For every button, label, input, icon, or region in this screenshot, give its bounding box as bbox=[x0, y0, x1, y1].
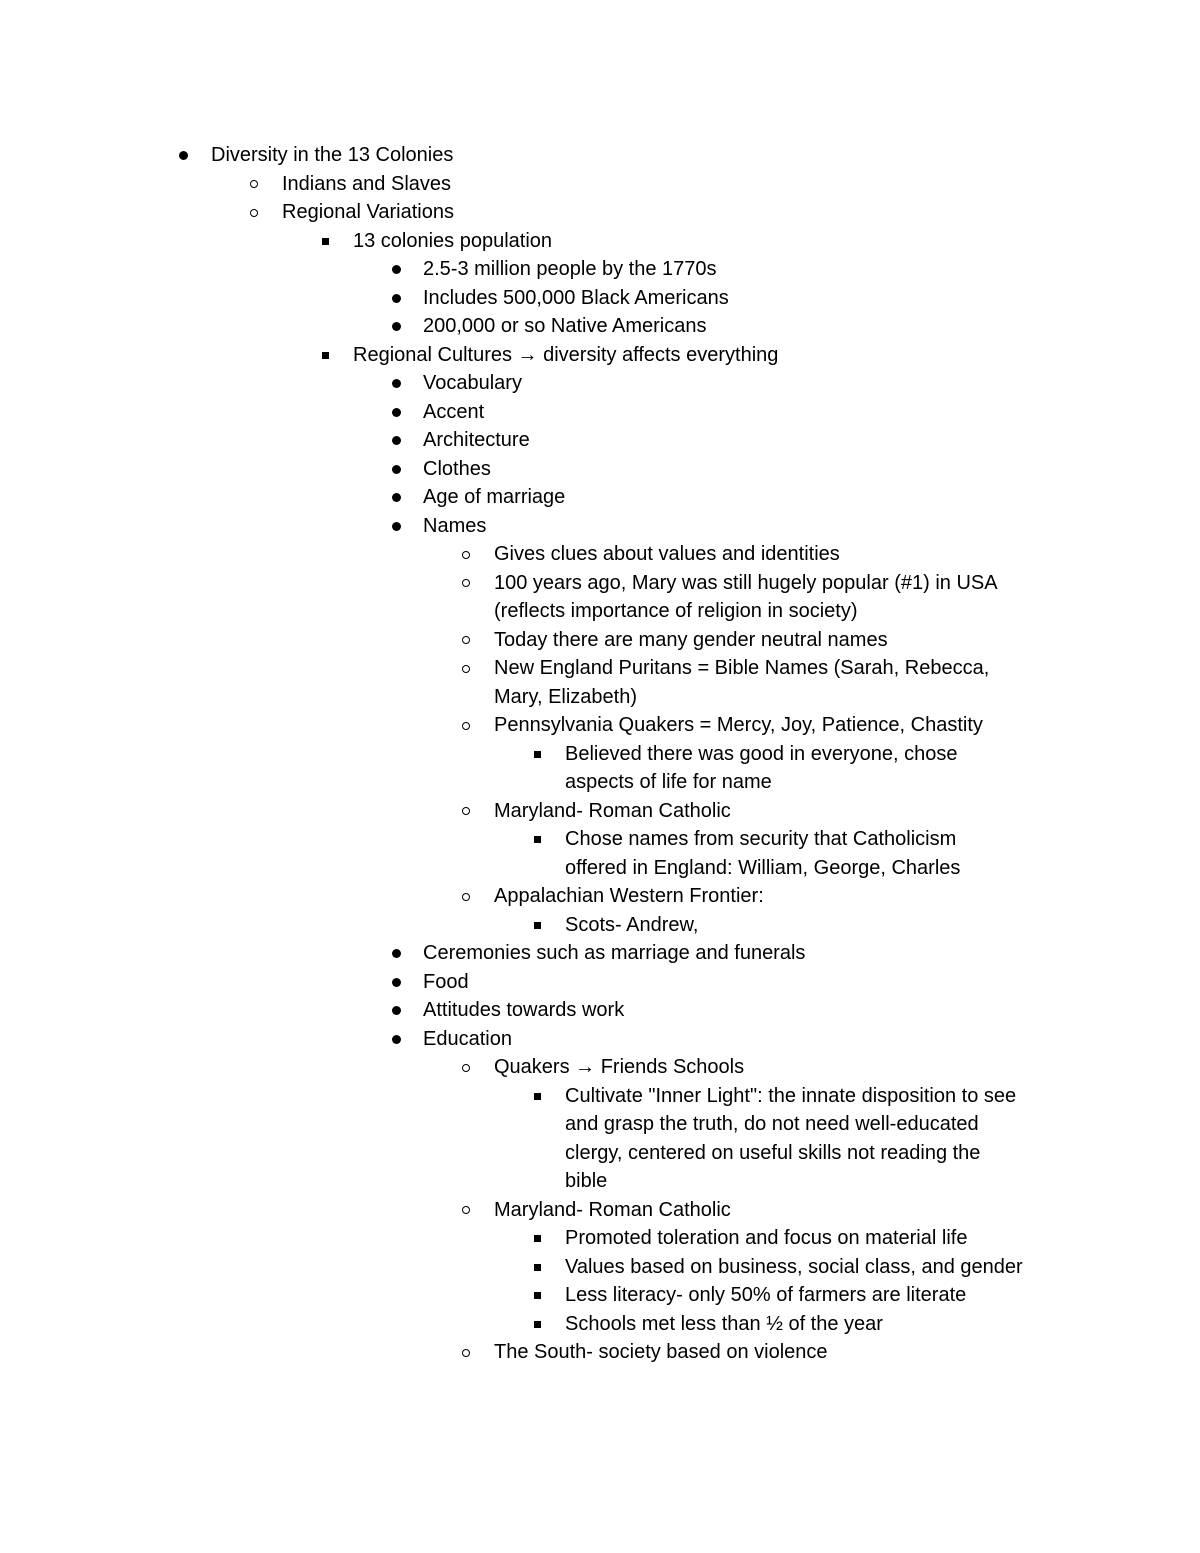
outline-text: The South- society based on violence bbox=[494, 1341, 828, 1363]
disc-bullet-icon bbox=[386, 1025, 406, 1054]
outline-line bbox=[0, 854, 1200, 883]
outline-text: 13 colonies population bbox=[353, 229, 553, 252]
outline-line bbox=[0, 512, 1200, 541]
circle-glyph-icon bbox=[462, 1206, 470, 1214]
outline-line bbox=[0, 626, 1200, 655]
outline-line bbox=[0, 768, 1200, 797]
disc-bullet-icon bbox=[386, 996, 406, 1025]
outline-text: Believed there was good in everyone, chose bbox=[565, 742, 958, 765]
outline-line bbox=[0, 1082, 1200, 1111]
disc-glyph-icon bbox=[392, 408, 401, 417]
outline-text: Appalachian Western Frontier: bbox=[494, 885, 764, 907]
disc-bullet-icon bbox=[386, 369, 406, 398]
outline-line bbox=[0, 255, 1200, 284]
outline-line bbox=[0, 1281, 1200, 1310]
outline-text: Chose names from security that Catholicism bbox=[565, 828, 957, 850]
outline-line bbox=[0, 1338, 1200, 1367]
outline-text: Regional Cultures → diversity affects everything bbox=[353, 343, 779, 366]
outline-text: 100 years ago, Mary was still hugely popular (#1) in USA bbox=[494, 571, 998, 594]
outline-text: Pennsylvania Quakers = Mercy, Joy, Patience, Chastity bbox=[494, 714, 983, 736]
circle-bullet-icon bbox=[456, 1053, 476, 1082]
disc-bullet-icon bbox=[386, 312, 406, 341]
disc-glyph-icon bbox=[392, 1035, 401, 1044]
outline-text: Diversity in the 13 Colonies bbox=[211, 144, 454, 166]
disc-bullet-icon bbox=[173, 141, 193, 170]
outline-line bbox=[0, 882, 1200, 911]
outline-line bbox=[0, 426, 1200, 455]
circle-glyph-icon bbox=[462, 551, 470, 559]
outline-line bbox=[0, 654, 1200, 683]
outline-text: Promoted toleration and focus on material life bbox=[565, 1227, 968, 1249]
square-bullet-icon bbox=[527, 1310, 547, 1339]
outline-text: Maryland- Roman Catholic bbox=[494, 1198, 731, 1221]
circle-bullet-icon bbox=[456, 569, 476, 598]
circle-bullet-icon bbox=[456, 797, 476, 826]
outline-text: 2.5-3 million people by the 1770s bbox=[423, 258, 717, 280]
outline-text: offered in England: William, George, Charles bbox=[565, 856, 961, 879]
outline-line bbox=[0, 1224, 1200, 1253]
square-glyph-icon bbox=[534, 1093, 541, 1100]
square-bullet-icon bbox=[527, 825, 547, 854]
outline-text: Attitudes towards work bbox=[423, 999, 625, 1021]
square-glyph-icon bbox=[534, 1321, 541, 1328]
outline-line bbox=[0, 597, 1200, 626]
outline-line bbox=[0, 1053, 1200, 1082]
outline-text: Regional Variations bbox=[282, 201, 454, 223]
disc-glyph-icon bbox=[392, 978, 401, 987]
outline-text: Vocabulary bbox=[423, 372, 522, 394]
outline-text: Ceremonies such as marriage and funerals bbox=[423, 942, 806, 964]
circle-bullet-icon bbox=[456, 626, 476, 655]
outline-text: Architecture bbox=[423, 429, 530, 451]
outline-text: Clothes bbox=[423, 457, 491, 480]
disc-glyph-icon bbox=[392, 436, 401, 445]
outline-line bbox=[0, 369, 1200, 398]
outline-text: Cultivate "Inner Light": the innate disposition to see bbox=[565, 1084, 1017, 1107]
outline-line bbox=[0, 711, 1200, 740]
outline-line bbox=[0, 1196, 1200, 1225]
outline-line bbox=[0, 1253, 1200, 1282]
circle-glyph-icon bbox=[462, 893, 470, 901]
disc-glyph-icon bbox=[392, 265, 401, 274]
outline-text: Maryland- Roman Catholic bbox=[494, 799, 731, 822]
disc-glyph-icon bbox=[392, 294, 401, 303]
disc-glyph-icon bbox=[392, 1006, 401, 1015]
outline-text: Today there are many gender neutral names bbox=[494, 628, 888, 651]
square-bullet-icon bbox=[527, 1253, 547, 1282]
outline-line bbox=[0, 683, 1200, 712]
outline-line bbox=[0, 911, 1200, 940]
outline-line bbox=[0, 341, 1200, 370]
outline-line bbox=[0, 1025, 1200, 1054]
disc-bullet-icon bbox=[386, 426, 406, 455]
outline-line bbox=[0, 1110, 1200, 1139]
circle-glyph-icon bbox=[462, 1064, 470, 1072]
square-bullet-icon bbox=[315, 341, 335, 370]
outline-line bbox=[0, 1310, 1200, 1339]
outline-line bbox=[0, 1167, 1200, 1196]
circle-bullet-icon bbox=[456, 654, 476, 683]
disc-bullet-icon bbox=[386, 968, 406, 997]
outline-text: Names bbox=[423, 514, 487, 537]
outline-text: aspects of life for name bbox=[565, 771, 772, 793]
outline-text: Less literacy- only 50% of farmers are literate bbox=[565, 1284, 967, 1306]
outline-text: Food bbox=[423, 970, 469, 993]
outline-line bbox=[0, 1139, 1200, 1168]
circle-bullet-icon bbox=[244, 170, 264, 199]
circle-bullet-icon bbox=[456, 540, 476, 569]
outline-text: New England Puritans = Bible Names (Sarah, Rebecca, bbox=[494, 657, 990, 679]
circle-glyph-icon bbox=[462, 1349, 470, 1357]
outline-line bbox=[0, 569, 1200, 598]
outline-line bbox=[0, 398, 1200, 427]
outline-line bbox=[0, 740, 1200, 769]
disc-bullet-icon bbox=[386, 284, 406, 313]
circle-glyph-icon bbox=[250, 180, 258, 188]
circle-bullet-icon bbox=[456, 1338, 476, 1367]
outline-text: Schools met less than ½ of the year bbox=[565, 1312, 883, 1335]
disc-glyph-icon bbox=[392, 465, 401, 474]
square-glyph-icon bbox=[322, 238, 329, 245]
outline-text: Accent bbox=[423, 400, 485, 423]
outline-line bbox=[0, 455, 1200, 484]
circle-glyph-icon bbox=[462, 579, 470, 587]
outline-text: clergy, centered on useful skills not reading the bbox=[565, 1141, 981, 1164]
disc-bullet-icon bbox=[386, 512, 406, 541]
circle-bullet-icon bbox=[244, 198, 264, 227]
square-glyph-icon bbox=[534, 1235, 541, 1242]
circle-glyph-icon bbox=[462, 665, 470, 673]
square-bullet-icon bbox=[527, 1281, 547, 1310]
disc-glyph-icon bbox=[179, 151, 188, 160]
outline-text: Education bbox=[423, 1027, 512, 1050]
disc-bullet-icon bbox=[386, 939, 406, 968]
outline-text: Values based on business, social class, and gender bbox=[565, 1255, 1023, 1278]
outline-line bbox=[0, 170, 1200, 199]
circle-bullet-icon bbox=[456, 1196, 476, 1225]
square-glyph-icon bbox=[534, 751, 541, 758]
outline-line bbox=[0, 996, 1200, 1025]
disc-bullet-icon bbox=[386, 455, 406, 484]
disc-glyph-icon bbox=[392, 322, 401, 331]
square-glyph-icon bbox=[534, 1292, 541, 1299]
square-glyph-icon bbox=[534, 1264, 541, 1271]
outline-line bbox=[0, 825, 1200, 854]
disc-glyph-icon bbox=[392, 949, 401, 958]
square-bullet-icon bbox=[527, 1082, 547, 1111]
square-glyph-icon bbox=[322, 352, 329, 359]
circle-glyph-icon bbox=[462, 636, 470, 644]
circle-glyph-icon bbox=[462, 722, 470, 730]
outline-text: Indians and Slaves bbox=[282, 172, 452, 195]
circle-bullet-icon bbox=[456, 882, 476, 911]
outline-line bbox=[0, 968, 1200, 997]
outline-text: bible bbox=[565, 1170, 608, 1192]
outline-line bbox=[0, 939, 1200, 968]
square-bullet-icon bbox=[315, 227, 335, 256]
outline-line bbox=[0, 141, 1200, 170]
outline-text: Quakers → Friends Schools bbox=[494, 1056, 745, 1078]
outline-text: 200,000 or so Native Americans bbox=[423, 315, 707, 337]
outline-text: Includes 500,000 Black Americans bbox=[423, 286, 729, 309]
disc-bullet-icon bbox=[386, 483, 406, 512]
square-glyph-icon bbox=[534, 922, 541, 929]
outline-text: Gives clues about values and identities bbox=[494, 543, 840, 565]
outline-text: and grasp the truth, do not need well-educated bbox=[565, 1113, 979, 1135]
disc-bullet-icon bbox=[386, 398, 406, 427]
outline-line bbox=[0, 540, 1200, 569]
square-bullet-icon bbox=[527, 1224, 547, 1253]
disc-glyph-icon bbox=[392, 522, 401, 531]
circle-glyph-icon bbox=[250, 209, 258, 217]
outline-line bbox=[0, 797, 1200, 826]
outline-text: Age of marriage bbox=[423, 486, 566, 508]
outline-line bbox=[0, 312, 1200, 341]
square-bullet-icon bbox=[527, 911, 547, 940]
disc-glyph-icon bbox=[392, 379, 401, 388]
outline-text: Scots- Andrew, bbox=[565, 913, 699, 936]
square-glyph-icon bbox=[534, 836, 541, 843]
disc-bullet-icon bbox=[386, 255, 406, 284]
disc-glyph-icon bbox=[392, 493, 401, 502]
circle-glyph-icon bbox=[462, 807, 470, 815]
square-bullet-icon bbox=[527, 740, 547, 769]
outline-line bbox=[0, 198, 1200, 227]
outline-text: Mary, Elizabeth) bbox=[494, 685, 638, 708]
outline-line bbox=[0, 227, 1200, 256]
outline-line bbox=[0, 284, 1200, 313]
circle-bullet-icon bbox=[456, 711, 476, 740]
outline-line bbox=[0, 483, 1200, 512]
outline-text: (reflects importance of religion in society) bbox=[494, 600, 858, 622]
